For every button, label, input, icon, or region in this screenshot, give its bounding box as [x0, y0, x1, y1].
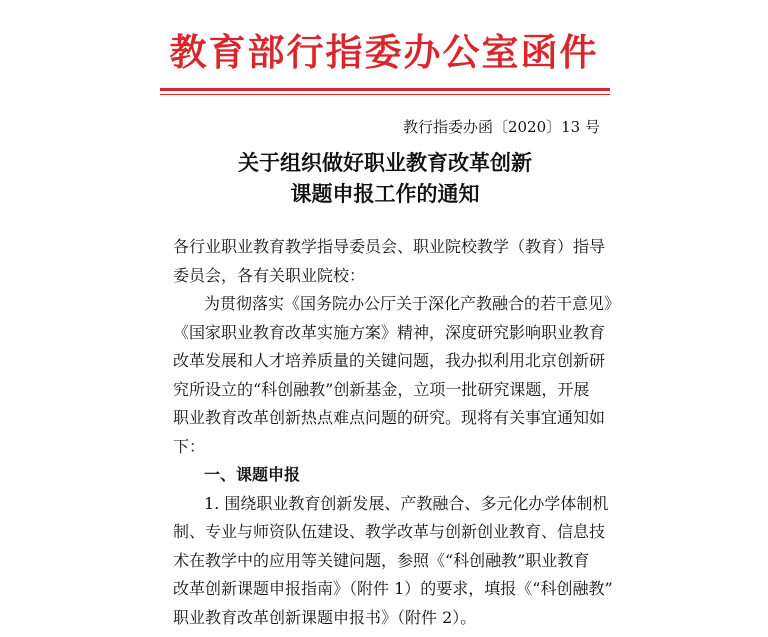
recipient-line: 各行业职业教育教学指导委员会、职业院校教学（教育）指导 [173, 237, 606, 256]
document-title-line-1: 关于组织做好职业教育改革创新 [238, 150, 532, 175]
letterhead-rule-thick [160, 88, 610, 91]
intro-line: 下： [173, 436, 206, 456]
document-title-line-2: 课题申报工作的通知 [290, 181, 480, 206]
item-line: 职业教育改革创新课题申报书》（附件 2）。 [173, 607, 477, 627]
letterhead-rule-thin [160, 94, 610, 95]
recipient-line: 委员会，各有关职业院校： [173, 265, 366, 285]
item-line: 改革创新课题申报指南》（附件 1）的要求，填报《“科创融教” [173, 579, 613, 598]
item-line: 1. 围绕职业教育创新发展、产教融合、多元化办学体制机 [204, 493, 609, 513]
item-line: 术在教学中的应用等关键问题，参照《“科创融教”职业教育 [173, 550, 590, 570]
document-number: 教行指委办函〔2020〕13 号 [402, 118, 600, 136]
intro-line: 为贯彻落实《国务院办公厅关于深化产教融合的若干意见》 [204, 294, 621, 313]
letterhead-title: 教育部行指委办公室函件 [169, 30, 599, 74]
intro-line: 职业教育改革创新热点难点问题的研究。现将有关事宜通知如 [173, 408, 606, 427]
section-heading: 一、课题申报 [204, 465, 301, 484]
intro-line: 改革发展和人才培养质量的关键问题，我办拟利用北京创新研 [173, 351, 606, 370]
item-line: 制、专业与师资队伍建设、教学改革与创新创业教育、信息技 [173, 522, 606, 541]
intro-line: 《国家职业教育改革实施方案》精神，深度研究影响职业教育 [173, 322, 606, 342]
document-body [173, 233, 621, 632]
intro-line: 究所设立的“科创融教”创新基金，立项一批研究课题，开展 [173, 379, 590, 399]
